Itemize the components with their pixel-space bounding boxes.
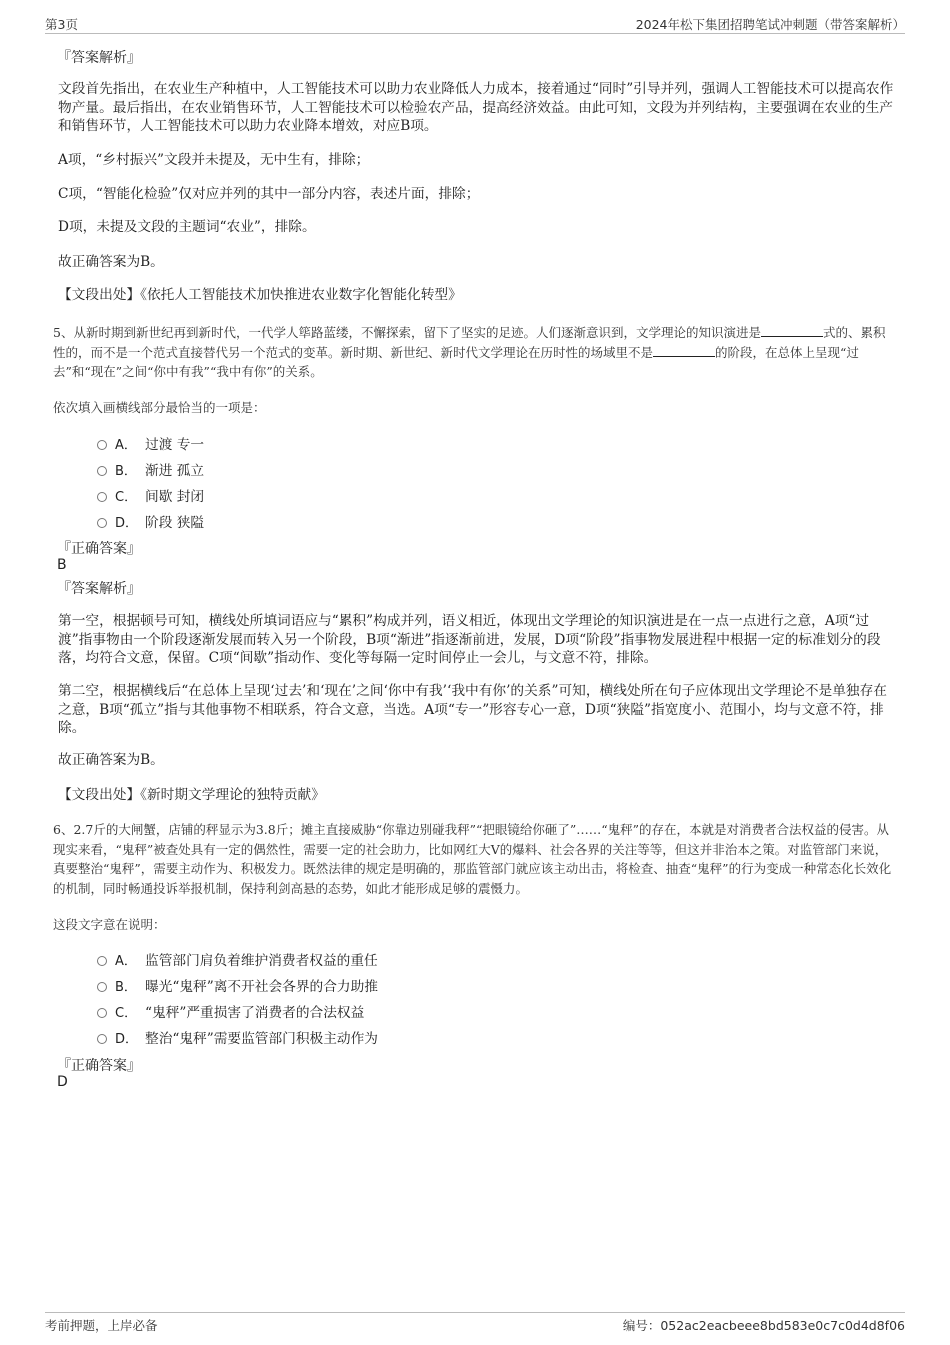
q5-option-b[interactable]: B． 渐进 孤立	[97, 459, 204, 479]
analysis-paragraph: 文段首先指出，在农业生产种植中，人工智能技术可以助力农业降低人力成本，接着通过“同时”引导并列，强调人工智能技术可以提高农作物产量。最后指出，在农业销售环节，人工智能技术可以检验农产品，提高经济效益。由此可知，文段为并列结构，主要强调在农业的生产和销售环节，人工智能技术可以助力农业降本增效，对应B项。	[58, 81, 894, 134]
radio-button[interactable]	[97, 1034, 107, 1044]
radio-button[interactable]	[97, 956, 107, 966]
radio-button[interactable]	[97, 518, 107, 528]
analysis-label: 『答案解析』	[57, 50, 141, 66]
q6-option-b[interactable]: B． 曝光“鬼秤”离不开社会各界的合力助推	[97, 975, 378, 995]
radio-button[interactable]	[97, 1008, 107, 1018]
radio-button[interactable]	[97, 440, 107, 450]
q5-option-d[interactable]: D． 阶段 狭隘	[97, 511, 204, 531]
q5-option-c[interactable]: C． 间歇 封闭	[97, 485, 204, 505]
footer-slogan: 考前押题，上岸必备	[45, 1318, 158, 1333]
correct-answer-label: 『正确答案』	[57, 541, 141, 557]
q6-option-a[interactable]: A． 监管部门肩负着维护消费者权益的重任	[97, 949, 378, 969]
question-5-text: 5、从新时期到新世纪再到新时代，一代学人筚路蓝缕，不懈探索，留下了坚实的足迹。人们逐渐意识到，文学理论的知识演进是 式的、累积性的，而不是一个范式直接替代另一个范式的变革。新时期、新世纪、新时代文学理论在历时性的场域里不是 的阶段，在总体上呈现“过去”和“现在”之间“你中有我”“我中有你”的关系。	[53, 325, 886, 379]
correct-answer: B	[57, 557, 67, 573]
question-6-text: 6、2.7斤的大闸蟹，店铺的秤显示为3.8斤；摊主直接威胁“你靠边别碰我秤”“把眼镜给你砸了”……“鬼秤”的存在，本就是对消费者合法权益的侵害。从现实来看，“鬼秤”被查处具有一定的偶然性，需要一定的社会助力，比如网红大V的爆料、社会各界的关注等等，但这并非治本之策。对监管部门来说，真要整治“鬼秤”，需要主动作为、积极发力。既然法律的规定是明确的，那监管部门就应该主动出击，将检查、抽查“鬼秤”的行为变成一种常态化长效化的机制，同时畅通投诉举报机制，保持利剑高悬的态势，如此才能形成足够的震慑力。	[53, 822, 892, 896]
blank-1	[761, 324, 823, 337]
analysis-option-a: A项，“乡村振兴”文段并未提及，无中生有，排除；	[58, 152, 370, 168]
analysis-option-c: C项，“智能化检验”仅对应并列的其中一部分内容，表述片面，排除；	[58, 186, 480, 202]
text-source: 【文段出处】《依托人工智能技术加快推进农业数字化智能化转型》	[58, 287, 462, 303]
blank-2	[653, 344, 715, 357]
document-code: 编号：052ac2eacbeee8bd583e0c7c0d4d8f06	[622, 1318, 905, 1333]
analysis-label: 『答案解析』	[57, 581, 141, 597]
analysis-paragraph-1: 第一空，根据顿号可知，横线处所填词语应与“累积”构成并列，语义相近，体现出文学理论的知识演进是在一点一点进行之意，A项“过渡”指事物由一个阶段逐渐发展而转入另一个阶段，B项“渐进”指逐渐前进，发展，D项“阶段”指事物发展进程中根据一定的标准划分的段落，均符合文意，保留。C项“间歇”指动作、变化等每隔一定时间停止一会儿，与文意不符，排除。	[58, 613, 881, 666]
answer-conclusion: 故正确答案为B。	[58, 752, 164, 768]
page-number: 第3页	[45, 17, 78, 32]
q6-option-d[interactable]: D． 整治“鬼秤”需要监管部门积极主动作为	[97, 1027, 378, 1047]
radio-button[interactable]	[97, 982, 107, 992]
text-source: 【文段出处】《新时期文学理论的独特贡献》	[58, 787, 325, 803]
question-5-prompt: 依次填入画横线部分最恰当的一项是：	[53, 400, 266, 415]
answer-conclusion: 故正确答案为B。	[58, 254, 164, 270]
question-6-prompt: 这段文字意在说明：	[53, 917, 166, 932]
correct-answer-label: 『正确答案』	[57, 1058, 141, 1074]
q5-option-a[interactable]: A． 过渡 专一	[97, 433, 204, 453]
q6-option-c[interactable]: C． “鬼秤”严重损害了消费者的合法权益	[97, 1001, 364, 1021]
analysis-option-d: D项，未提及文段的主题词“农业”，排除。	[58, 219, 316, 235]
document-title: 2024年松下集团招聘笔试冲刺题（带答案解析）	[635, 17, 905, 32]
page-header	[45, 13, 905, 34]
correct-answer: D	[57, 1074, 68, 1090]
radio-button[interactable]	[97, 466, 107, 476]
radio-button[interactable]	[97, 492, 107, 502]
analysis-paragraph-2: 第二空，根据横线后“在总体上呈现‘过去’和‘现在’之间‘你中有我’‘我中有你’的关系”可知，横线处所在句子应体现出文学理论不是单独存在之意，B项“孤立”指与其他事物不相联系，符合文意，当选。A项“专一”形容专心一意，D项“狭隘”指宽度小、范围小，均与文意不符，排除。	[58, 683, 887, 736]
page-footer	[45, 1312, 905, 1335]
